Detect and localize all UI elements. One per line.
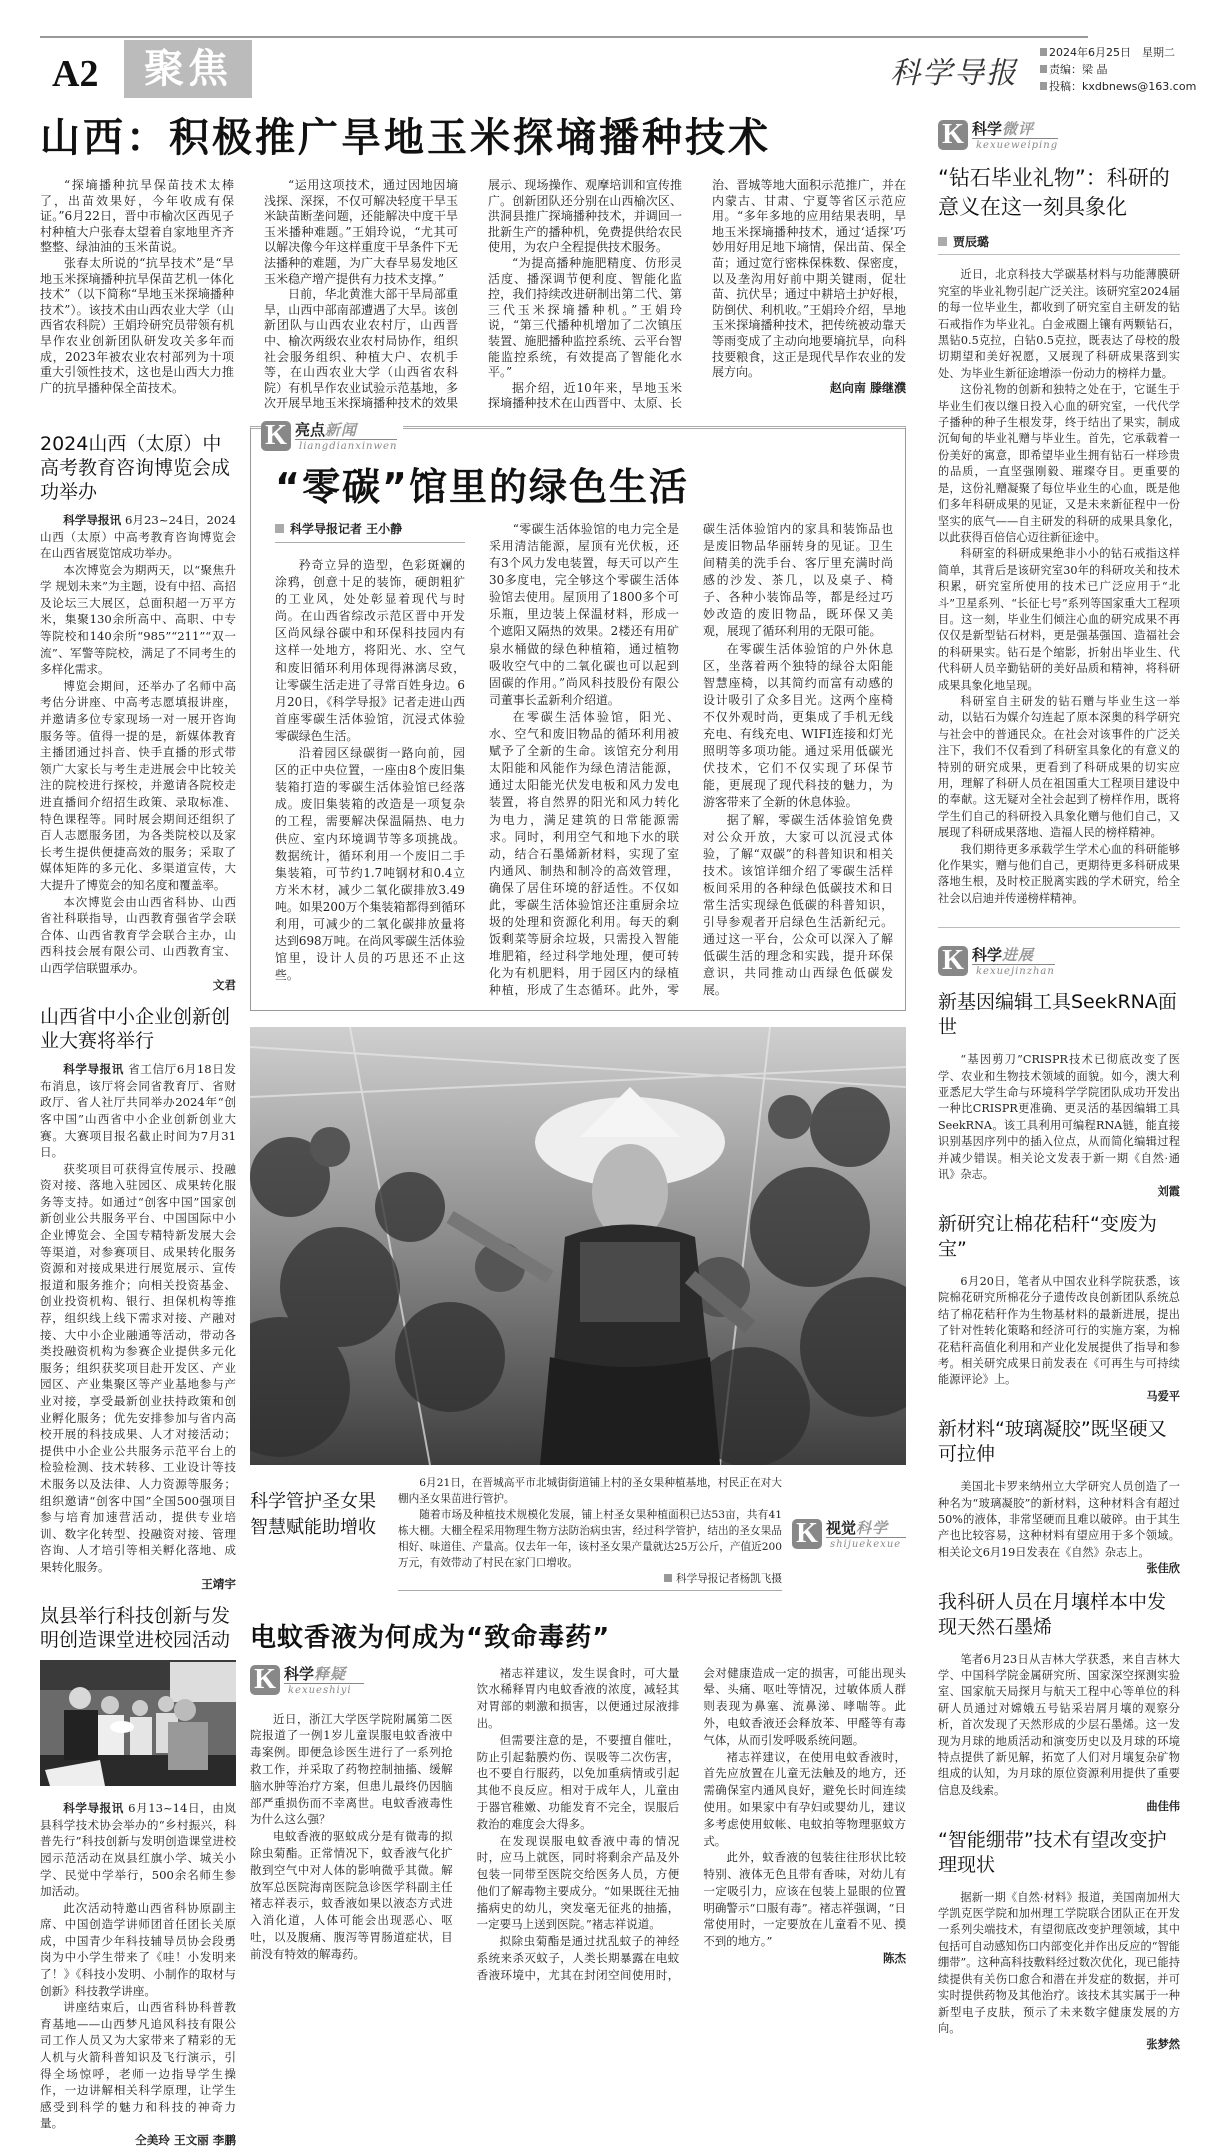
k-logo-icon: K xyxy=(250,1665,280,1695)
caption-text: 6月21日，在晋城高平市北城街街道铺上村的圣女果种植基地，村民正在对大棚内圣女果苗进行管护。 xyxy=(398,1476,782,1505)
brief-item xyxy=(938,1417,1180,1577)
k-logo-icon: K xyxy=(261,421,291,451)
column-badge-shijue xyxy=(792,1475,906,1551)
paragraph: 但需要注意的是，不要擅自催吐，防止引起黏膜灼伤、误吸等二次伤害，也不要自行服药，以免加重病情或引起其他不良反应。相对于成年人，儿童由于器官稚嫩、功能发育不完全，误服后救治的难度会大得多。 xyxy=(476,1732,680,1831)
brief-item xyxy=(938,1212,1180,1405)
feature-box xyxy=(250,419,906,1011)
header-rule xyxy=(40,36,1088,38)
issue-info xyxy=(1040,44,1210,95)
badge-label-em: 进展 xyxy=(1002,946,1035,965)
paragraph-text: 6月13~14日，由岚县科学技术协会举办的“乡村振兴，科普先行”科技创新与发明创造课堂进校园示范活动在岚县红旗小学、城关小学、民觉中学举行，500余名师生参加活动。 xyxy=(40,1801,236,1899)
badge-pinyin: kexueweiping xyxy=(976,140,1059,151)
byline: 陈杰 xyxy=(882,1951,906,1966)
paragraph: 本次博览会为期两天，以“聚焦升学 规划未来”为主题，设有中招、高招及论坛三大展区，总面积超一万平方米，集聚130余所高中、高职、中专等院校和140余所“985”“211”“双一流”、军警等院校，满足了不同考生的多样化需求。 xyxy=(40,562,236,677)
brief-item xyxy=(938,990,1180,1200)
brief-item xyxy=(938,1590,1180,1816)
brief-title: “智能绷带”技术有望改变护理现状 xyxy=(938,1828,1167,1876)
feature-paragraphs xyxy=(275,521,893,1000)
byline: 王靖宇 xyxy=(201,1576,236,1591)
paragraph: 张春太所说的“抗旱技术”是“旱地玉米探墒播种抗旱保苗艺机一体化技术”（以下简称“旱地玉米探墒播种技术”）。该技术由山西农业大学（山西省农科院）王娟玲研究员带领有机旱作农业创新团队研发攻关多年而成，2023年被农业农村部列为十项重大引领性技术，这也是山西大力推广的抗旱播种保全苗技术。 xyxy=(40,255,234,395)
paragraph: 此外，蚊香液的包装往往形状比较特别、液体无色且带有香味，对幼儿有一定吸引力，应该在包装上显眼的位置明确警示“口服有毒”。褚志祥强调，“日常使用时，一定要放在儿童看不见、摸不到的地方。” xyxy=(703,1850,906,1949)
credit-text: 科学导报记者杨凯飞摄 xyxy=(676,1572,782,1585)
photo-caption-text xyxy=(398,1475,782,1591)
brief-text: 6月20日，笔者从中国农业科学院获悉，该院棉花研究所棉花分子遗传改良创新团队系统总结了棉花秸秆作为生物基材料的最新进展，提出了针对性转化策略和经济可行的实施方案，为棉花秸秆高值化利用和产业化发展提供了指导和参考。相关研究成果日前发表在《可再生与可持续能源评论》上。 xyxy=(938,1274,1180,1387)
k-logo-icon: K xyxy=(792,1519,822,1549)
paragraph: 在零碳生活体验馆，阳光、水、空气和废旧物品的循环利用被赋予了全新的生命。该馆充分利用太阳能和风能作为绿色清洁能源，通过太阳能光伏发电板和风力发电装置，将自然界的阳光和风力转化为电力，满足建筑的日常能源需求。同时，利用空气和地下水的联动，结合石墨烯新材料，实现了室内通风、制热和制冷的高效管理，确保了居住环境的舒适性。不仅如此，零碳生活体验馆还注重厨余垃圾的处理和资源化利用。每天的剩饭剩菜等厨余垃圾，只需投入智能堆肥箱，经过科学地处理，便可转化为有机肥料，用于园区内的绿植种植，形成了生态循环。此外，零碳生活体验馆内的家具和装饰品也是废旧物品华丽转身的见证。卫生间精美的洗手台、客厅里充满时尚感的沙发、茶几，以及桌子、椅子、各种小装饰品等，都是经过巧妙改造的废旧物品，既环保又美观，展现了循环利用的无限可能。 xyxy=(489,521,893,998)
badge-pinyin: shijuekexue xyxy=(829,1538,902,1550)
paragraph-text: 省工信厅6月18日发布消息，该厅将会同省教育厅、省财政厅、省人社厅共同举办2024年“创客中国”山西省中小企业创新创业大赛。大赛项目报名截止时间为7月31日。 xyxy=(40,1062,236,1160)
badge-label-main: 视觉 xyxy=(825,1518,856,1537)
right-column xyxy=(938,112,1180,2054)
badge-label xyxy=(972,120,1058,139)
byline: 文君 xyxy=(212,977,236,992)
feature-byline: 科学导报记者 王小静 xyxy=(275,521,465,543)
paragraph: 电蚊香液的驱蚊成分是有微毒的拟除虫菊酯。正常情况下，蚊香液气化扩散到空气中对人体的影响微乎其微。解放军总医院海南医院急诊医学科副主任褚志祥表示，蚊香液如果以液态方式进入消化道，人体可能会出现恶心、呕吐，以及腹痛、腹泻等胃肠道症状，目前没有特效的解毒药。 xyxy=(250,1829,453,1961)
dateline: 科学导报讯 xyxy=(63,1801,124,1816)
brief-text: “基因剪刀”CRISPR技术已彻底改变了医学、农业和生物技术领域的面貌。如今，澳大利亚悉尼大学生命与环境科学学院团队成功开发出一种比CRISPR更准确、更灵活的基因编辑工具SeekRNA。该工具利用可编程RNA链，能直接识别基因序列中的插入位点，从而简化编辑过程并减少错误。相关论文发表于新一期《自然·通讯》杂志。 xyxy=(938,1053,1180,1182)
badge-label-em: 科学 xyxy=(855,1518,888,1537)
masthead-logo: 科学导报 xyxy=(890,56,1018,91)
badge-label-em: 释疑 xyxy=(314,1664,347,1683)
photo-title-line: 智慧赋能助增收 xyxy=(250,1516,376,1538)
paragraph: 此次活动特邀山西省科协原副主席、中国创造学讲师团首任团长关原成，中国青少年科技辅导员协会段勇岗为中小学生带来了《哇！小发明来了！》《科技小发明、小制作的取材与创新》科技教学讲座。 xyxy=(40,1900,236,1998)
lead-article-body xyxy=(40,178,906,412)
paragraph: 沿着园区绿碳街一路向前，园区的正中央位置，一座由8个废旧集装箱打造的零碳生活体验馆已经落成。废旧集装箱的改造是一项复杂的工程，需要解决保温隔热、电力供应、室内环境调节等多项挑战。数据统计，循环利用一个废旧二手集装箱，可节约1.7吨钢材和0.4立方米木材，减少二氧化碳排放3.49吨。如果200万个集装箱都得到循环利用，可减少的二氧化碳排放量将达到698万吨。在尚风零碳生活体验馆里，设计人员的巧思还不止这些。 xyxy=(275,746,465,983)
article-title: 2024山西（太原）中高考教育咨询博览会成功举办 xyxy=(40,432,231,503)
badge-label-main: 科学 xyxy=(972,946,1003,965)
feature-headline: “零碳”馆里的绿色生活 xyxy=(275,464,689,509)
brief-title: 我科研人员在月壤样本中发现天然石墨烯 xyxy=(938,1590,1167,1638)
brief-title: 新材料“玻璃凝胶”既坚硬又可拉伸 xyxy=(938,1418,1167,1466)
paragraph: 科研室的科研成果绝非小小的钻石戒指这样简单，其背后是该研究室30年的科研攻关和技术积累，研究室所使用的技术已广泛应用于“北斗”卫星系列、“长征七号”系列等国家重大工程项目。这一刻，毕业生们倾注心血的研究成果不再仅仅是新型钻石材料，更是强基强国、造福社会的科研果实。钻石是个缩影，折射出毕业生、代代科研人员辛勤钻研的美好品质和精神，将科研成果具象化地呈现。 xyxy=(938,547,1180,692)
caption-text: 随着市场及种植技术规模化发展，铺上村圣女果种植面积已达53亩，共有41栋大棚。大棚全程采用物理 xyxy=(398,1508,782,1537)
bottom-article-body xyxy=(250,1665,906,1984)
paragraph: 近日，北京科技大学碳基材料与功能薄膜研究室的毕业礼物引起广泛关注。该研究室2024届的每一位毕业生，都收到了研究室自主研发的钻石戒指作为毕业礼。白金戒圈上镶有两颗钻石，黑钻0.5克拉，白钻0.5克拉，既表达了母校的殷切期望和美好祝愿，又展现了科研成果落到实处、为毕业生新征途增添一份动力的榜样力量。 xyxy=(938,268,1180,380)
column-badge-shiyi xyxy=(250,1665,453,1697)
badge-pinyin: kexuejinzhan xyxy=(976,966,1055,978)
paragraph: 拟除虫菊酯是通过扰乱蚊子的神经系统来杀灭蚊子，人类长期暴露在电蚊香液环境中，尤其在封闭空间使用时，会对健康造成一定的损害，可能出现头晕、头痛、呕吐等情况，过敏体质人群则表现为鼻塞、流鼻涕、哮喘等。此外，电蚊香液还会释放苯、甲醛等有毒气体，从而引发呼吸系统问题。 xyxy=(476,1665,906,1982)
science-briefs xyxy=(938,990,1180,2053)
brief-text: 据新一期《自然·材料》报道，美国南加州大学凯克医学院和加州理工学院联合团队正在开发一系列尖端技术，有望彻底改变护理领域，其中包括可自动感知伤口内部变化并作出反应的“智能绷带”。这种高科技敷料经过数次优化，现已能持续提供有关伤口愈合和潜在并发症的数据，并可实时提供药物及其他治疗。该技术其实属于一种新型电子皮肤，预示了未来数字健康发展的方向。 xyxy=(938,1890,1180,2035)
paragraph: 获奖项目可获得宣传展示、投融资对接、落地入驻园区、成果转化服务等支持。如通过“创客中国”国家创新创业公共服务平台、中国国际中小企业博览会、全国专精特新发展大会等渠道，对参赛项目、成果转化服务资源和对接成果进行展览展示、宣传报道和服务推介；向相关投资基金、创业投资机构、银行、担保机构等推荐，组织线上线下需求对接、产融对接、大中小企业融通等活动，带动各类投融资机构为参赛企业提供多元化服务；组织获奖项目赴开发区、产业园区、产业集聚区等产业基地参与产业对接，享受最新创业扶持政策和创业孵化服务；优先安排参加与省内高校开展的科技成果、人才对接活动；提供中小企业公共服务示范平台上的检验检测、技术转移、工业设计等技术服务以及法律、人力资源等服务；组织邀请“创客中国”全国500强项目参与培育加速营活动，提供专业培训、数字化转型、投融资对接、管理咨询、人才培引等相关孵化落地、成果转化服务。 xyxy=(40,1161,236,1574)
k-logo-icon: K xyxy=(938,120,968,150)
dateline: 科学导报讯 xyxy=(63,1062,124,1077)
article-paragraphs xyxy=(40,1900,236,2132)
feature-body xyxy=(275,521,893,1000)
brief-byline: 张佳欣 xyxy=(1146,1562,1180,1576)
brief-text: 美国北卡罗来纳州立大学研究人员创造了一种名为“玻璃凝胶”的新材料，这种材料含有超过50%的液体，非常坚硬而且难以破碎。由于其生产也比较容易，这种材料有望应用于多个领域。相关论文6月19日发表在《自然》杂志上。 xyxy=(938,1480,1180,1559)
lead-article-paragraphs xyxy=(40,178,906,412)
bottom-headline: 电蚊香液为何成为“致命毒药” xyxy=(250,1622,611,1653)
paragraph: 近日，浙江大学医学院附属第二医院报道了一例1岁儿童误服电蚊香液中毒案例。即便急诊医生进行了一系列抢救工作，并采取了药物控制抽搐、缓解脑水肿等治疗方案，但患儿最终仍因脑部严重损伤而不幸离世。电蚊香液毒性为什么这么强？ xyxy=(250,1711,453,1827)
farmer-greenhouse-image xyxy=(250,1027,906,1465)
article-expo xyxy=(40,432,236,993)
badge-label xyxy=(826,1519,906,1538)
badge-label-em: 微评 xyxy=(1002,120,1035,138)
brief-title: 新基因编辑工具SeekRNA面世 xyxy=(938,991,1177,1039)
paragraph: 讲座结束后，山西省科协科普教育基地——山西梦凡追风科技有限公司工作人员又为大家带来了精彩的无人机与火箭科普知识及飞行演示，引得全场惊呼，老师一边指导学生操作，一边讲解相关科学原理，让学生感受到科学的魅力和科技的神奇力量。 xyxy=(40,2000,236,2131)
caption-paragraph xyxy=(398,1475,782,1507)
badge-label xyxy=(295,421,397,440)
dateline: 科学导报讯 xyxy=(63,512,122,527)
article-title: 岚县举行科技创新与发明创造课堂进校园活动 xyxy=(40,1605,231,1652)
caption-text: 生物方法防治病虫害，经过科学管护，结出的圣女果品相好、味道佳、产量高。仅去年一年，该村圣女果产量就达25万公斤，产值近200万元，有效带动了村民在家门口增收。 xyxy=(398,1524,782,1569)
column-badge-jinzhan xyxy=(938,946,1180,978)
badge-pinyin: kexueshiyi xyxy=(288,1684,352,1696)
photo-title xyxy=(250,1475,388,1541)
article-paragraphs xyxy=(40,562,236,977)
brief-byline: 马爱平 xyxy=(1146,1389,1180,1403)
commentary-title: “钻石毕业礼物”：科研的意义在这一刻具象化 xyxy=(938,166,1170,219)
byline: 仝美玲 王文丽 李鹏 xyxy=(135,2133,236,2147)
paragraph xyxy=(40,512,236,562)
paragraph: “零碳生活体验馆的电力完全是采用清洁能源，屋顶有光伏板，还有3个风力发电装置，每天可以产生30多度电，完全够这个零碳生活体验馆去使用。屋顶用了1800多个可乐瓶，里边装上保温材料，形成一个遮阳又隔热的效果。2楼还有用矿泉水桶做的绿色种植箱，通过植物吸收空气中的二氧化碳也可以起到固碳的作用。”尚风科技股份有限公司董事长孟新利介绍道。 xyxy=(489,521,679,707)
issue-date: 2024年6月25日 星期二 xyxy=(1040,44,1210,61)
section-title: 聚焦 xyxy=(124,40,252,98)
page-body xyxy=(40,112,1182,2149)
paragraph: 日前，华北黄淮大部干旱局部重旱，山西中部南部遭遇了大旱。该创新团队与山西农业农村厅，山西晋中、榆次两级农业农村局协作，组织社会服务组织、种植大户、农机手等，在山西农业大学（山西省农科院）有机旱作农业试验示范基地，多次开展旱地玉米探墒播种技术的效果展示、现场操作、观摩培训和宣传推广。创新团队还分别在山西榆次区、洪洞县推广探墒播种技术，并调回一批新生产的播种机，免费提供给农民使用，为农户全程提供技术服务。 xyxy=(264,178,682,411)
middle-column xyxy=(250,419,906,1984)
photo-title-line: 科学管护圣女果 xyxy=(250,1490,376,1512)
badge-label-main: 科学 xyxy=(284,1664,315,1683)
column-badge-weiping xyxy=(938,120,1180,152)
paragraph: 据介绍，近10年来，旱地玉米探墒播种技术在山西晋中、太原、长治、晋城等地大面积示范推广，并在内蒙古、甘肃、宁夏等省区示范应用。“多年多地的应用结果表明，旱地玉米探墒播种技术，通过‘适探’巧妙用好用足地下墒情，保出苗、保全苗；通过宽行密株保株数、保密度，以及垄沟用好前中期关键雨，促壮苗、抗伏旱；通过中耕培土护好根，防倒伏、利机收。”王娟玲介绍，旱地玉米探墒播种技术，把传统被动靠天等雨变成了主动向地要墒抗旱，向科技要粮食，这正是现代旱作农业的发展方向。 xyxy=(488,178,906,411)
brief-byline: 张梦然 xyxy=(1146,2038,1180,2052)
article-contest xyxy=(40,1005,236,1592)
paragraph: 科研室自主研发的钻石赠与毕业生这一举动，以钻石为媒介勾连起了原本深奥的科学研究与社会中的普通民众。在社会对该事件的广泛关注下，我们不仅看到了科研室具象化的有意义的特别的研究成果，更看到了科研成果的切实应用，理解了科研人员在祖国重大工程项目建设中的奉献。这无疑对全社会起到了榜样作用，既将学生们自己的科研投入具象化赠与他们自己，又展现了科研成果落地、造福人民的榜样精神。 xyxy=(938,694,1180,840)
badge-label xyxy=(284,1665,364,1684)
commentary-byline: 贾辰璐 xyxy=(938,234,1180,255)
brief-byline: 曲佳伟 xyxy=(1146,1800,1180,1814)
submit-email: 投稿：kxdbnews@163.com xyxy=(1040,78,1210,95)
column-badge-liangdian xyxy=(261,421,403,453)
paragraph: 本次博览会由山西省科协、山西省社科联指导，山西教育强省学会联合体、山西省教育学会联合主办，山西科技会展有限公司、山西教育宝、山西学信联盟承办。 xyxy=(40,894,236,975)
brief-title: 新研究让棉花秸秆“变废为宝” xyxy=(938,1212,1157,1260)
paragraph: “探墒播种抗旱保苗技术太棒了，出苗效果好，今年收成有保证。”6月22日，晋中市榆次区西见子村种植大户张春太望着自家地里齐齐整整、绿油油的玉米苗说。 xyxy=(40,178,234,255)
left-column xyxy=(40,426,236,2149)
lead-article-byline: 赵向南 滕继濮 xyxy=(829,380,906,395)
divider xyxy=(938,927,1180,928)
paragraph-text: 6月23~24日，2024山西（太原）中高考教育咨询博览会在山西省展览馆成功举办。 xyxy=(40,512,236,561)
lower-area xyxy=(40,419,906,2149)
brief-item xyxy=(938,1828,1180,2054)
badge-label-main: 亮点 xyxy=(295,420,326,439)
paragraph: 褚志祥建议，在使用电蚊香液时，首先应放置在儿童无法触及的地方，还需确保室内通风良好，避免长时间连续使用。如果家中有孕妇或婴幼儿，建议多考虑使用蚊帐、电蚊拍等物理驱蚊方式。 xyxy=(703,1749,906,1848)
brief-text: 笔者6月23日从吉林大学获悉，来自吉林大学、中国科学院金属研究所、国家深空探测实验室、国家航天局探月与航天工程中心等单位的科研人员通过对嫦娥五号钻采岩屑月壤的观察分析，首次发现了天然形成的少层石墨烯。这一发现为月球的地质活动和演变历史以及月球的环境特点提供了新见解，拓宽了人们对月壤复杂矿物组成的认知，为月球的原位资源利用提供了重要信息及线索。 xyxy=(938,1652,1180,1797)
paragraph: 褚志祥建议，发生误食时，可大量饮水稀释胃内电蚊香液的浓度，减轻其对胃部的刺激和损害，以便通过尿液排出。 xyxy=(476,1665,680,1730)
paragraph: 矜奇立异的造型，色彩斑斓的涂鸦，创意十足的装饰，硬朗粗犷的工业风，处处彰显着现代与时尚。在山西省综改示范区晋中开发区尚风绿谷碳中和环保科技园内有这样一处地方，将阳光、水、空气和废旧循环利用体现得淋漓尽致，让零碳生活走进了寻常百姓身边。6月20日，《科学导报》记者走进山西首座零碳生活体验馆，沉浸式体验零碳绿色生活。 xyxy=(275,558,465,743)
editor: 责编：梁 晶 xyxy=(1040,61,1210,78)
bottom-paragraphs xyxy=(250,1665,906,1984)
badge-label-em: 新闻 xyxy=(325,420,358,439)
caption-paragraph xyxy=(398,1507,782,1571)
paragraph: “为提高播种施肥精度、仿形灵活度、播深调节便利度、智能化监控，我们持续改进研制出第二代、第三代玉米探墒播种机。”王娟玲说，“第三代播种机增加了二次镇压装置、施肥播种监控系统、云平台智能监控系统，有效提高了智能化水平。” xyxy=(488,255,682,380)
cherry-tomato-photo xyxy=(250,1027,906,1465)
badge-pinyin: liangdianxinwen xyxy=(299,440,398,452)
commentary-paragraphs xyxy=(938,267,1180,907)
paragraph xyxy=(40,1800,236,1900)
paragraph xyxy=(40,1061,236,1161)
paragraph: 我们期待更多承载学生学术心血的科研能够化作果实，赠与他们自己，更期待更多科研成果落地生根，及时校正脱离实践的学术研究，给全社会以启迪并传递榜样精神。 xyxy=(938,842,1180,905)
paragraph: 这份礼物的创新和独特之处在于，它诞生于毕业生们夜以继日投入心血的研究室，一代代学子播种的种子生根发芽，终于结出了果实，制成沉甸甸的毕业礼赠与毕业生。首先，它承载着一份美好的寓意，即希望毕业生拥有钻石一样珍贵的品质，一直坚强刚毅、璀璨夺目。更重要的是，这份礼赠凝聚了每位毕业生的心血，既是他们多年科研成果的见证，又是未来新征程中一份坚实的底气——自主研发的科研的成果具象化，以此获得百倍信心迈往新征途中。 xyxy=(938,383,1180,544)
paragraph: “运用这项技术，通过因地因墒浅探、深探，不仅可解决轻度干旱玉米缺苗断垄问题，还能解决中度干旱玉米播种难题。”王娟玲说，“尤其可以解决像今年这样重度干旱条件下无法播种的难题，为广大春旱易发地区玉米稳产增产提供有力技术支撑。” xyxy=(264,178,458,286)
paragraph: 在零碳生活体验馆的户外休息区，坐落着两个独特的绿谷太阳能智慧座椅，以其简约而富有动感的设计吸引了众多目光。这两个座椅不仅外观时尚，更集成了手机无线充电、有线充电、WIFI连接和灯光照明等多项功能。通过采用低碳光伏技术，它们不仅实现了环保节能，更展现了现代科技的魅力，为游客带来了全新的休息体验。 xyxy=(703,641,893,810)
k-logo-icon: K xyxy=(938,946,968,976)
article-lanxian xyxy=(40,1604,236,2148)
lead-headline: 山西：积极推广旱地玉米探墒播种技术 xyxy=(40,115,771,161)
badge-label-main: 科学 xyxy=(972,120,1003,138)
paragraph: 博览会期间，还举办了名师中高考估分讲座、中高考志愿填报讲座，并邀请多位专家现场一对一展开咨询服务等。值得一提的是，新媒体教育主播团通过抖音、快手直播的形式带领广大家长与考生走进展会中比较关注的院校进行探校，并邀请各院校走进直播间介绍招生政策、录取标准、特色课程等。同时展会期间还组织了百人志愿服务团，为各类院校以及家长考生提供便捷高效的服务；采取了媒体矩阵的多元化、多渠道宣传，大大提升了博览会的知名度和覆盖率。 xyxy=(40,678,236,892)
article-paragraphs xyxy=(40,1161,236,1576)
badge-label xyxy=(972,946,1055,965)
brief-byline: 刘霞 xyxy=(1157,1184,1180,1198)
article-title: 山西省中小企业创新创业大赛将举行 xyxy=(40,1006,231,1053)
paragraph: 据了解，零碳生活体验馆免费对公众开放，大家可以沉浸式体验，了解“双碳”的科普知识和相关技术。该馆详细介绍了零碳生活样板间采用的各种绿色低碳技术和日常生活实现绿色低碳的科普知识，引导参观者开启绿色生活新纪元。通过这一平台，公众可以深入了解低碳生活的理念和实践，提升环保意识，共同推动山西绿色低碳发展。 xyxy=(703,812,893,998)
photo-credit xyxy=(398,1571,782,1587)
paragraph: 在发现误服电蚊香液中毒的情况时，应马上就医，同时将剩余产品及外包装一同带至医院交给医务人员，方便他们了解毒物主要成分。“如果既往无抽搐病史的幼儿，突发毫无征兆的抽搐，一定要马上送到医院。”褚志祥说道。 xyxy=(476,1833,680,1932)
page-number: A2 xyxy=(52,53,99,95)
main-area xyxy=(40,112,906,2149)
classroom-photo xyxy=(40,1660,236,1786)
photo-caption xyxy=(250,1475,906,1591)
